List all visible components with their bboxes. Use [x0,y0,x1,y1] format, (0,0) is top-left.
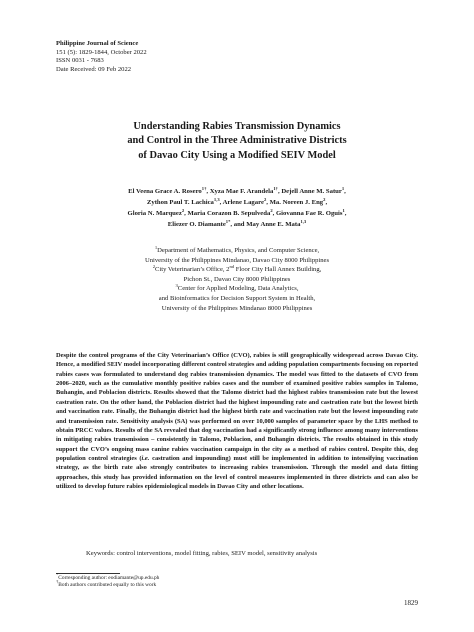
author-separator: , [325,199,328,206]
journal-name: Philippine Journal of Science [56,40,139,47]
author-name: Zython Paul T. Lachica [146,199,214,206]
volume-info: 151 (5): 1829-1844, October 2022 [56,48,147,56]
footnote-text: Corresponding author: eodiamante@up.edu.ph [58,575,160,581]
page-number: 1829 [404,599,418,607]
title-line: and Control in the Three Administrative Districts [127,135,347,147]
author-line [40,208,434,219]
ordinal-suffix: nd [229,264,235,269]
author-line [40,186,434,197]
author-separator: , [344,210,347,217]
author-name: Arlene Lagare [222,199,264,206]
affiliation-line: University of the Philippines Mindanao 8000 Philippines [161,304,313,312]
author-affiliation-mark: 1 [342,207,345,213]
footnote-text: Both authors contributed equally to this work [58,582,157,589]
author-separator: , [266,199,270,206]
author-affiliation-mark: 2 [323,196,326,202]
abstract-text-part: castration and impounding) must still be implemented in addition to intensifying vaccination strategy, as the birth rate also strongly contributes to increasing rabies transmission. Through the model and data fitting approaches, this study has provided information on the level of control measures implemented in three districts and can also be utilized to develop future rabies epidemiological models in Davao City and other locations. [56,454,418,491]
author-affiliation-mark: 1† [201,185,207,191]
author-name: Gloria N. Marquez [127,210,182,217]
title-line: Understanding Rabies Transmission Dynamics [133,121,341,132]
paper-title [40,120,434,163]
author-separator: , [219,199,223,206]
affiliation-line: Pichon St., Davao City 8000 Philippines [183,275,291,283]
author-separator: , [277,188,282,195]
issn: ISSN 0031 - 7683 [56,57,104,65]
footnotes [56,572,160,590]
author-name: Eliezer O. Diamante [167,221,226,228]
affiliation-text: Floor City Hall Annex Building, [234,266,322,274]
author-affiliation-mark: 1* [225,218,231,224]
author-name: El Veena Grace A. Rosero [128,188,202,195]
affiliation-mark: 1 [154,244,158,250]
author-line [40,197,434,208]
footnote-divider [56,573,120,574]
author-affiliation-mark: 2 [263,196,267,202]
affiliation-text: Department of Mathematics, Physics, and Computer Science, [157,247,320,254]
author-affiliation-mark: 2 [270,207,273,213]
affiliation-mark: 3 [175,283,178,289]
footnote-equal-contribution [56,579,159,589]
footnote-mark: * [56,572,59,578]
author-affiliation-mark: 2 [181,207,185,213]
affiliation-list [60,246,414,313]
abstract [56,351,418,491]
affiliation-text: Center for Applied Modeling, Data Analytics, [177,285,299,293]
affiliation-line [60,284,414,294]
author-name: Giovanna Fae R. Oguis [275,210,343,217]
author-separator: , [344,188,346,195]
keywords: Keywords: control interventions, model fitting, rabies, SEIV model, sensitivity analysis [86,550,318,557]
author-affiliation-mark: 1,3 [300,218,307,224]
affiliation-line: University of the Philippines Mindanao, Davao City 8000 Philippines [144,256,330,264]
author-line [40,219,434,230]
author-affiliation-mark: 1,3 [213,196,220,202]
author-name: Maria Corazon B. Sepulveda [187,210,271,217]
affiliation-line: and Bioinformatics for Decision Support System in Health, [158,294,316,302]
author-name: Ma. Noreen J. Eng [269,199,324,206]
author-list [40,186,434,230]
abstract-italic: i.e. [141,454,150,462]
abstract-text [56,351,418,491]
author-separator: , [206,188,210,195]
affiliation-line [60,246,414,256]
author-name: Xyza Mae F. Arandela [209,188,274,195]
affiliation-mark: 2 [152,264,156,269]
author-name: May Anne E. Mata [246,221,301,228]
author-separator: , [272,210,276,217]
author-separator: , [184,210,188,217]
author-name: Dejell Anne M. Satur [281,188,342,195]
author-affiliation-mark: 1† [273,185,278,191]
footnote-mark: † [56,579,59,585]
affiliation-text: City Veterinarian’s Office, 2 [155,266,230,274]
author-separator: , and [230,221,247,228]
title-line: of Davao City Using a Modified SEIV Model [138,149,336,161]
date-received: Date Received: 09 Feb 2022 [56,65,132,73]
journal-header [56,40,147,74]
abstract-text-part: Despite the control programs of the City Veterinarian’s Office (CVO), rabies is still geographically widespread across Davao City. Hence, a modified SEIV model incorporating different control strategies and adding population compartments focusing on reported rabies cases was formulated to understand dog rabies transmission dynamics. The model was fitted to the datasets of CVO from 2006–2020, such as the cumulative monthly positive rabies cases and the number of examined positive rabies samples in Talomo, Buhangin, and Poblacion districts. Results showed that the Talomo district had the highest rabies transmission rate but the lowest castration rate. On the other hand, the Poblacion district had the highest impounding rate and castration rate but the lowest birth and vaccination rate. Finally, the Buhangin district had the highest birth rate and vaccination rate but the lowest impounding rate and transmission rate. Sensitivity analysis (SA) was performed on over 10,000 samples of parameter space by the LHS method to obtain PRCC values. Results of the SA revealed that dog vaccination had a significantly strong influence among many interventions in mitigating rabies transmission – consistently in Talomo, Poblacion, and Buhangin districts. The results obtained in this study support the CVO’s ongoing mass canine rabies vaccination campaign in the city as a method of rabies control. Despite this, dog population control strategies ( [56,352,418,462]
affiliation-line [60,265,414,275]
author-affiliation-mark: 1 [341,185,345,191]
